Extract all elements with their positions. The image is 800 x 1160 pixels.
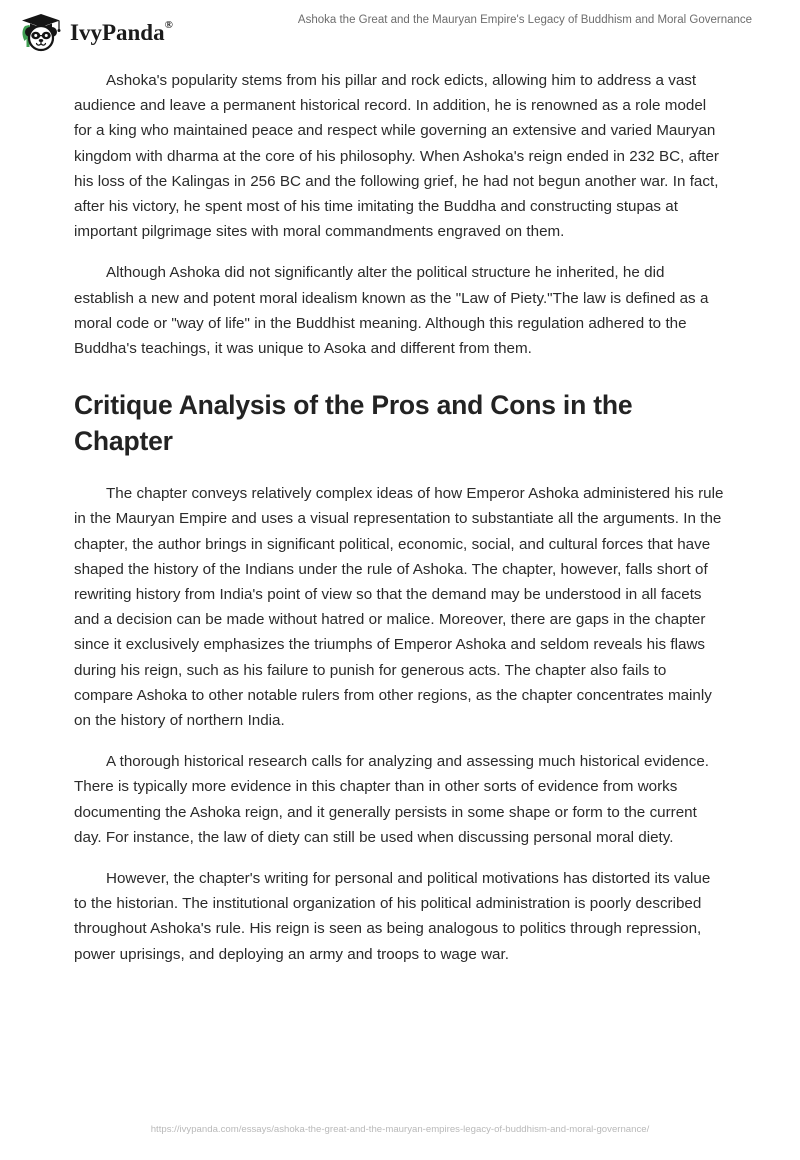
document-body [74, 68, 726, 967]
brand-name [70, 18, 173, 45]
panda-graduate-icon [18, 12, 64, 52]
site-logo[interactable] [18, 12, 173, 52]
document-title: Ashoka the Great and the Mauryan Empire's Legacy of Buddhism and Moral Governance [297, 14, 753, 26]
registered-trademark-icon: ® [164, 18, 173, 31]
brand-name-text: IvyPanda [70, 19, 165, 45]
paragraph: The chapter conveys relatively complex ideas of how Emperor Ashoka administered his rule in the Mauryan Empire and uses a visual representation to substantiate all the arguments. In the chapter, the author brings in significant political, economic, social, and cultural forces that have shaped the history of the Indians under the rule of Ashoka. The chapter, however, falls short of rewriting history from India's point of view so that the demand may be understood in all facets and a decision can be made without hatred or malice. Moreover, there are gaps in the chapter since it exclusively emphasizes the triumphs of Emperor Ashoka and seldom reveals his flaws during his reign, such as his failure to punish for generous acts. The chapter also fails to compare Ashoka to other notable rulers from other regions, as the chapter concentrates mainly on the history of northern India. [74, 485, 724, 730]
page-header [0, 0, 800, 62]
paragraph: Although Ashoka did not significantly alter the political structure he inherited, he did establish a new and potent moral idealism known as the "Law of Piety."The law is defined as a moral code or "way of life" in the Buddhist meaning. Although this regulation adhered to the Buddha's teachings, it was unique to Asoka and different from them. [74, 264, 709, 358]
page-footer [0, 1114, 800, 1160]
paragraph: A thorough historical research calls for analyzing and assessing much historical evidence. There is typically more evidence in this chapter than in other sorts of evidence from works documenting the Ashoka reign, and it generally persists in some shape or form to the current day. For instance, the law of diety can still be used when discussing personal moral diety. [74, 753, 710, 846]
source-url[interactable]: https://ivypanda.com/essays/ashoka-the-great-and-the-mauryan-empires-legacy-of-buddhism-and-moral-governance/ [150, 1124, 650, 1135]
section-heading: Critique Analysis of the Pros and Cons in the Chapter [74, 390, 633, 457]
paragraph: Ashoka's popularity stems from his pillar and rock edicts, allowing him to address a vast audience and leave a permanent historical record. In addition, he is renowned as a role model for a king who maintained peace and respect while governing an extensive and varied Mauryan kingdom with dharma at the core of his philosophy. When Ashoka's reign ended in 232 BC, after his loss of the Kalingas in 256 BC and the following grief, he had not begun another war. In fact, after his victory, he spent most of his time imitating the Buddha and constructing stupas at important pilgrimage sites with moral commandments engraved on them. [74, 72, 719, 241]
paragraph: However, the chapter's writing for personal and political motivations has distorted its value to the historian. The institutional organization of his political administration is poorly described throughout Ashoka's rule. His reign is seen as being analogous to politics through repression, power uprisings, and deploying an army and troops to wage war. [74, 870, 711, 963]
